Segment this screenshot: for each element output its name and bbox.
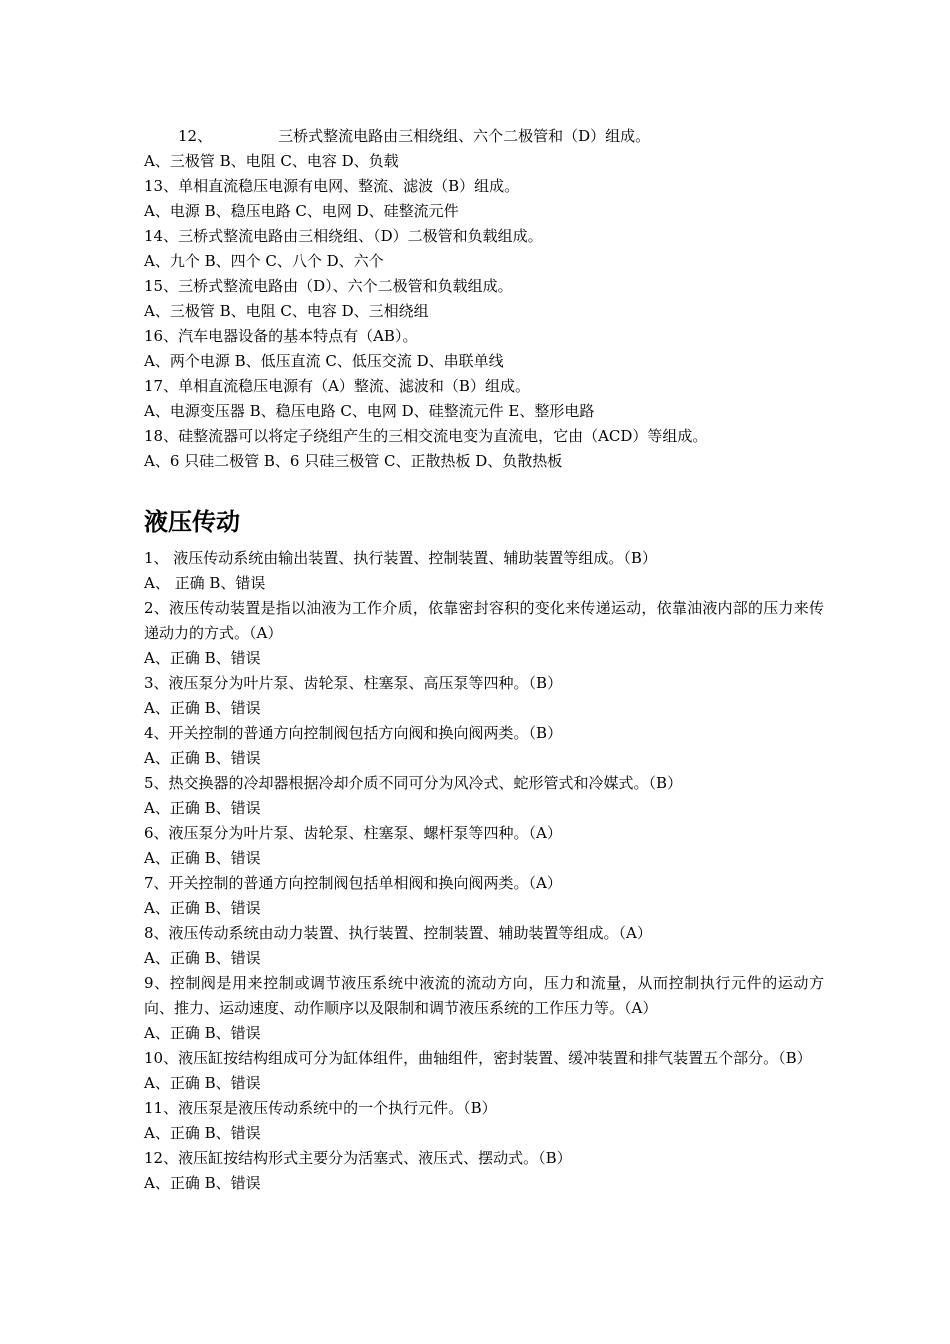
answer-options: A、正确 B、错误 (144, 899, 261, 917)
electrical-questions-block (144, 124, 824, 474)
question-line: 15、三桥式整流电路由（D）、六个二极管和负载组成。 (144, 277, 513, 295)
question-line: 3、液压泵分为叶片泵、齿轮泵、柱塞泵、高压泵等四种。（B） (144, 674, 563, 692)
answer-options: A、正确 B、错误 (144, 949, 261, 967)
question-line: 11、液压泵是液压传动系统中的一个执行元件。（B） (144, 1099, 497, 1117)
question-line: 8、液压传动系统由动力装置、执行装置、控制装置、辅助装置等组成。（A） (144, 924, 652, 942)
answer-options: A、正确 B、错误 (144, 799, 261, 817)
question-line: 18、硅整流器可以将定子绕组产生的三相交流电变为直流电，它由（ACD）等组成。 (144, 427, 708, 445)
question-line: 2、液压传动装置是指以油液为工作介质，依靠密封容积的变化来传递运动，依靠油液内部的压力来传递动力的方式。（A） (144, 599, 824, 642)
answer-options: A、6 只硅二极管 B、6 只硅三极管 C、正散热板 D、负散热板 (144, 452, 563, 470)
question-line: 12、液压缸按结构形式主要分为活塞式、液压式、摆动式。（B） (144, 1149, 572, 1167)
answer-options: A、九个 B、四个 C、八个 D、六个 (144, 252, 384, 270)
question-line: 13、单相直流稳压电源有电网、整流、滤波（B）组成。 (144, 177, 520, 195)
answer-options: A、 正确 B、错误 (144, 574, 266, 592)
answer-options: A、电源变压器 B、稳压电路 C、电网 D、硅整流元件 E、整形电路 (144, 402, 595, 420)
answer-options: A、两个电源 B、低压直流 C、低压交流 D、串联单线 (144, 352, 504, 370)
answer-options: A、正确 B、错误 (144, 749, 261, 767)
answer-options: A、正确 B、错误 (144, 1074, 261, 1092)
question-line: 6、液压泵分为叶片泵、齿轮泵、柱塞泵、螺杆泵等四种。（A） (144, 824, 562, 842)
question-line: 5、热交换器的冷却器根据冷却介质不同可分为风冷式、蛇形管式和冷媒式。（B） (144, 774, 683, 792)
answer-options: A、三极管 B、电阻 C、电容 D、三相绕组 (144, 302, 429, 320)
question-line (144, 124, 824, 149)
section-heading: 液压传动 (144, 508, 240, 536)
answer-options: A、三极管 B、电阻 C、电容 D、负载 (144, 152, 399, 170)
question-line: 10、液压缸按结构组成可分为缸体组件，曲轴组件，密封装置、缓冲装置和排气装置五个部分。（B） (144, 1049, 812, 1067)
answer-options: A、正确 B、错误 (144, 649, 261, 667)
question-line: 14、三桥式整流电路由三相绕组、（D）二极管和负载组成。 (144, 227, 543, 245)
answer-options: A、正确 B、错误 (144, 849, 261, 867)
question-line: 1、 液压传动系统由输出装置、执行装置、控制装置、辅助装置等组成。（B） (144, 549, 657, 567)
question-number: 12、 (178, 127, 213, 145)
answer-options: A、正确 B、错误 (144, 1124, 261, 1142)
answer-options: A、正确 B、错误 (144, 699, 261, 717)
question-line: 16、汽车电器设备的基本特点有（AB）。 (144, 327, 418, 345)
question-text: 三桥式整流电路由三相绕组、六个二极管和（D）组成。 (278, 127, 651, 145)
question-line: 17、单相直流稳压电源有（A）整流、滤波和（B）组成。 (144, 377, 530, 395)
hydraulic-questions-block (144, 546, 824, 1196)
question-line: 4、开关控制的普通方向控制阀包括方向阀和换向阀两类。（B） (144, 724, 563, 742)
answer-options: A、电源 B、稳压电路 C、电网 D、硅整流元件 (144, 202, 459, 220)
answer-options: A、正确 B、错误 (144, 1024, 261, 1042)
answer-options: A、正确 B、错误 (144, 1174, 261, 1192)
question-line: 7、开关控制的普通方向控制阀包括单相阀和换向阀两类。（A） (144, 874, 562, 892)
question-line: 9、控制阀是用来控制或调节液压系统中液流的流动方向，压力和流量，从而控制执行元件的运动方向、推力、运动速度、动作顺序以及限制和调节液压系统的工作压力等。（A） (144, 974, 824, 1017)
